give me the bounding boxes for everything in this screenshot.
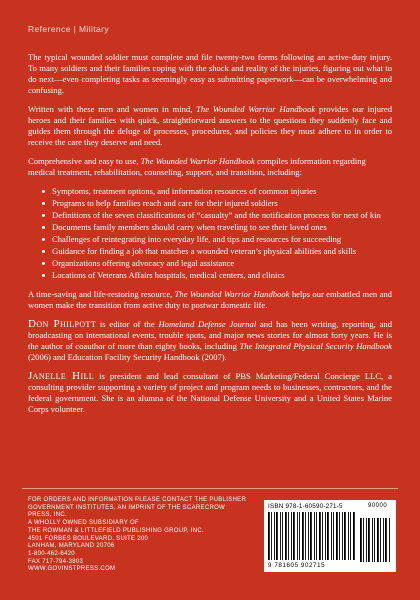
- barcode-bar: [374, 518, 375, 562]
- list-item: Guidance for finding a job that matches a wounded veteran’s physical abilities and skills: [42, 246, 392, 257]
- list-item: Challenges of reintegrating into everyday life, and tips and resources for succeeding: [42, 234, 392, 245]
- intro-paragraph: The typical wounded soldier must complete and file twenty-two forms following an active-duty injury. To many soldiers and their families coping with the shock and reality of the injuries, figuring out what to do next—even completing tasks as seemingly easy as submitting paperwork—can be overwhelming and confusing.: [28, 52, 392, 95]
- barcode-bar: [280, 512, 281, 560]
- paragraph-3-text-end: compiles information regarding medical treatment, rehabilitation, counseling, support, and transition, including:: [28, 156, 366, 177]
- barcode-bar: [322, 512, 323, 560]
- bio-text: is editor of the: [96, 319, 159, 329]
- barcode-bar: [380, 518, 381, 562]
- barcode-bar: [372, 518, 373, 562]
- publisher-url: WWW.GOVINSTPRESS.COM: [28, 566, 116, 573]
- publisher-line: LANHAM, MARYLAND 20706: [28, 543, 115, 550]
- author-name: Janelle Hill: [28, 370, 95, 382]
- barcode-bar: [333, 512, 334, 560]
- barcode-bar: [319, 512, 321, 560]
- barcode-bar: [293, 512, 295, 560]
- paragraph-4-text-end: helps our embattled men and women make the transition from active duty to postwar domestic life.: [28, 289, 392, 310]
- barcode-bar: [282, 512, 283, 560]
- barcode-bar: [285, 512, 287, 560]
- barcode-bar: [314, 512, 315, 560]
- paragraph-2-text-end: provides our injured heroes and their families with quick, straightforward answers to the questions they suddenly face and guides them through the deluge of processes, procedures, and policies they must adhere to in order to receive the care they deserve and need.: [28, 104, 393, 147]
- list-item: Organizations offering advocacy and legal assistance: [42, 258, 392, 269]
- barcode-bar: [274, 512, 275, 560]
- ean-number: 9 781605 902715: [268, 562, 326, 569]
- paragraph-3-text: Comprehensive and easy to use,: [28, 156, 141, 166]
- author-bio-1: [28, 319, 392, 363]
- barcode-bar: [316, 512, 317, 560]
- barcode-bar: [276, 512, 278, 560]
- bio-text: and has been writing, reporting, and broadcasting on international events, trouble spots, and major news stories for almost forty years. He is the author of coauthor of more than eighty books, including: [28, 319, 392, 351]
- publisher-line: 4501 FORBES BOULEVARD, SUITE 200: [28, 535, 149, 542]
- paragraph-4-text: A time-saving and life-restoring resource,: [28, 289, 175, 299]
- barcode-bar: [348, 512, 349, 560]
- barcode-bar: [377, 518, 379, 562]
- barcode-bar: [308, 512, 309, 560]
- author-bio-2: [28, 371, 392, 415]
- barcode-bar: [336, 512, 338, 560]
- barcode-bar: [385, 518, 387, 562]
- publisher-info: [28, 497, 248, 574]
- bio-text: is president and lead consultant of PBS Marketing/Federal Concierge LLC, a consulting provider supporting a variety of project and program needs to businesses, contractors, and the federal government. She is an alumna of the National Defense University and a United States Marine Corps volunteer.: [28, 371, 392, 414]
- list-item: Definitions of the seven classifications of “casualty” and the notification process for next of kin: [42, 210, 392, 221]
- barcode-bar: [339, 512, 340, 560]
- publisher-line: GOVERNMENT INSTITUTES, AN IMPRINT OF THE SCARECROW PRESS, INC.: [28, 504, 226, 519]
- barcode-bar: [353, 512, 355, 560]
- divider: [22, 488, 398, 489]
- publisher-line: FOR ORDERS AND INFORMATION PLEASE CONTACT THE PUBLISHER: [28, 497, 247, 503]
- journal-title: Homeland Defense Journal: [158, 319, 257, 329]
- category-label: Reference | Military: [28, 24, 110, 34]
- paragraph-4: [28, 289, 392, 311]
- barcode-bar: [360, 518, 362, 562]
- price-addon-label: 90000: [368, 503, 388, 509]
- list-item: Locations of Veterans Affairs hospitals, medical centers, and clinics: [42, 270, 392, 281]
- paragraph-2-text: Written with these men and women in mind,: [28, 104, 197, 114]
- book-title: The Integrated Physical Security Handbook: [239, 341, 392, 351]
- barcode-bar: [342, 512, 343, 560]
- publisher-line: 1-800-462-6420: [28, 550, 75, 557]
- barcode-bar: [368, 518, 370, 562]
- barcode-bar: [331, 512, 332, 560]
- barcode-bar: [302, 512, 304, 560]
- book-title: The Wounded Warrior Handbook: [140, 156, 255, 166]
- description: [28, 52, 392, 423]
- barcode-bar: [268, 512, 270, 560]
- publisher-line: A WHOLLY OWNED SUBSIDIARY OF: [28, 520, 139, 527]
- barcode-bar: [305, 512, 306, 560]
- barcode-bar: [389, 518, 390, 562]
- barcode-bars: [268, 512, 356, 562]
- barcode-bar: [271, 512, 272, 560]
- bio-text: (2006) and Education Facility Security Handbook (2007).: [28, 352, 227, 362]
- list-item: Programs to help families reach and care for their injured soldiers: [42, 198, 392, 209]
- paragraph-3: [28, 156, 392, 178]
- barcode-bar: [344, 512, 346, 560]
- author-name: Don Philpott: [28, 318, 97, 330]
- barcode-bar: [310, 512, 312, 560]
- barcode-bar: [299, 512, 300, 560]
- book-title: The Wounded Warrior Handbook: [174, 289, 290, 299]
- feature-list: [28, 186, 392, 281]
- book-title: The Wounded Warrior Handbook: [196, 104, 316, 114]
- list-item: Symptoms, treatment options, and information resources of common injuries: [42, 186, 392, 197]
- barcode-bar: [297, 512, 298, 560]
- barcode-bar: [288, 512, 289, 560]
- barcode-bar: [350, 512, 351, 560]
- barcode-bar: [383, 518, 384, 562]
- addon-barcode-bars: [360, 518, 392, 562]
- publisher-line: FAX 717-794-3803: [28, 558, 84, 565]
- barcode-bar: [363, 518, 364, 562]
- isbn-label: ISBN 978-1-60590-271-5: [268, 503, 343, 510]
- paragraph-2: [28, 104, 392, 148]
- barcode-bar: [327, 512, 329, 560]
- list-item: Documents family members should carry when traveling to see their loved ones: [42, 222, 392, 233]
- barcode-bar: [366, 518, 367, 562]
- publisher-line: THE ROWMAN & LITTLEFIELD PUBLISHING GROUP, INC.: [28, 527, 205, 534]
- barcode: [264, 500, 396, 572]
- barcode-bar: [291, 512, 292, 560]
- barcode-bar: [325, 512, 326, 560]
